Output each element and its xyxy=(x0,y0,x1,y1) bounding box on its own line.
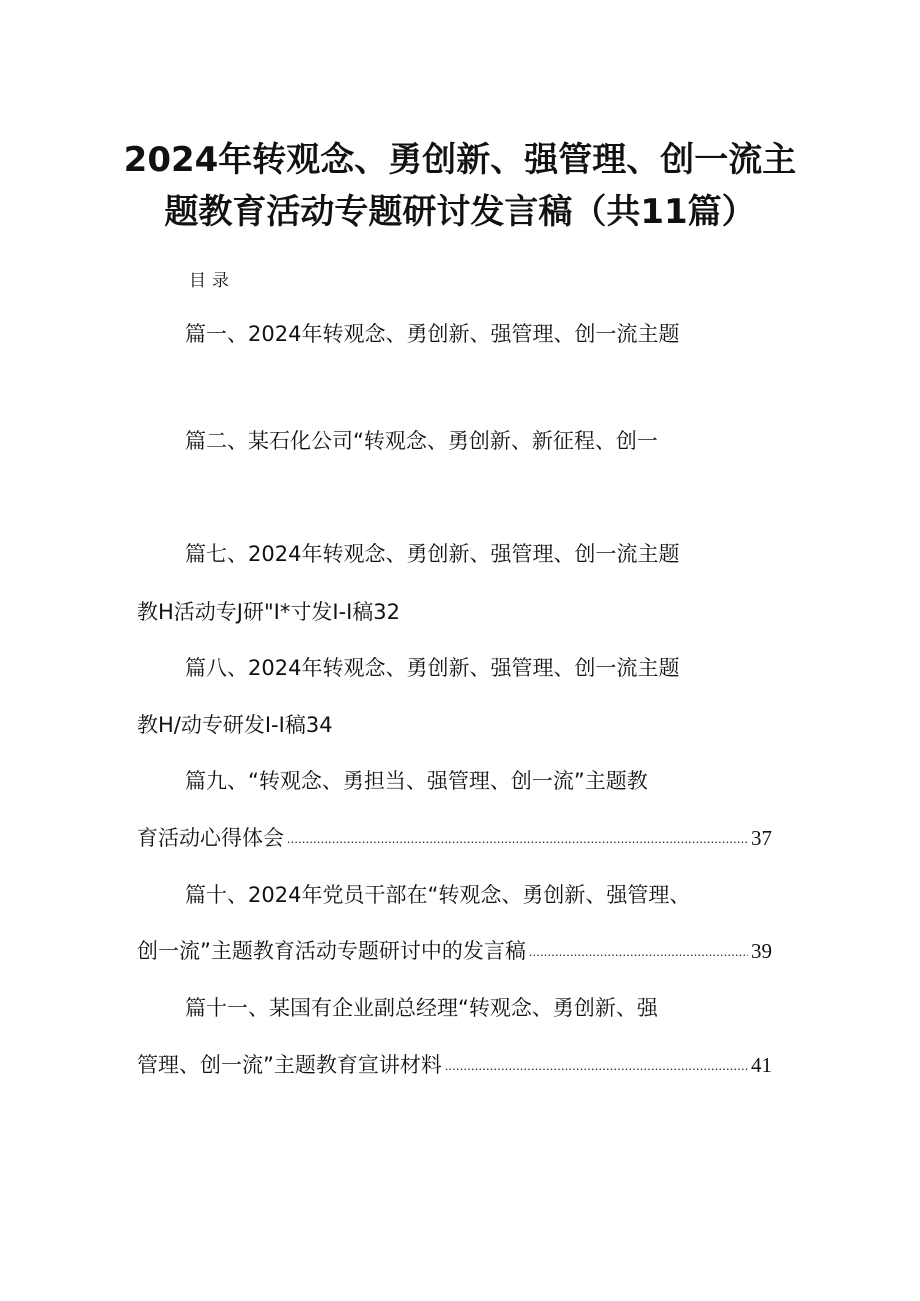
toc-entry-5-line-1[interactable]: 篇九、“转观念、勇担当、强管理、创一流”主题教 xyxy=(185,769,648,793)
toc-heading: 目录 xyxy=(189,271,235,291)
dot-leader xyxy=(445,1051,748,1072)
toc-entry-7-line-2[interactable] xyxy=(137,1049,772,1079)
dot-leader xyxy=(529,937,748,958)
toc-entry-1[interactable]: 篇一、2024年转观念、勇创新、强管理、创一流主题 xyxy=(185,322,680,346)
toc-entry-7-text: 管理、创一流”主题教育宣讲材料 xyxy=(137,1053,442,1077)
toc-entry-3-line-2[interactable]: 教H活动专J研"I*寸发I-I稿32 xyxy=(137,600,401,624)
toc-entry-5-line-2[interactable] xyxy=(137,822,772,852)
toc-entry-6-line-1[interactable]: 篇十、2024年党员干部在“转观念、勇创新、强管理、 xyxy=(185,883,691,907)
toc-entry-6-text: 创一流”主题教育活动专题研讨中的发言稿 xyxy=(137,939,526,963)
toc-entry-7-page: 41 xyxy=(751,1053,772,1077)
dot-leader xyxy=(287,824,748,845)
toc-entry-7-line-1[interactable]: 篇十一、某国有企业副总经理“转观念、勇创新、强 xyxy=(185,996,658,1020)
document-title-line-1: 2024年转观念、勇创新、强管理、创一流主 xyxy=(123,140,797,180)
toc-entry-3-line-1[interactable]: 篇七、2024年转观念、勇创新、强管理、创一流主题 xyxy=(185,542,680,566)
toc-entry-5-page: 37 xyxy=(751,826,772,850)
toc-entry-4-line-1[interactable]: 篇八、2024年转观念、勇创新、强管理、创一流主题 xyxy=(185,656,680,680)
toc-entry-5-text: 育活动心得体会 xyxy=(137,826,284,850)
toc-entry-2[interactable]: 篇二、某石化公司“转观念、勇创新、新征程、创一 xyxy=(185,429,658,453)
toc-entry-4-line-2[interactable]: 教H/动专研发I-I稿34 xyxy=(137,713,333,737)
toc-entry-6-line-2[interactable] xyxy=(137,935,772,965)
toc-entry-6-page: 39 xyxy=(751,939,772,963)
document-title-line-2: 题教育活动专题研讨发言稿（共11篇） xyxy=(164,192,756,232)
